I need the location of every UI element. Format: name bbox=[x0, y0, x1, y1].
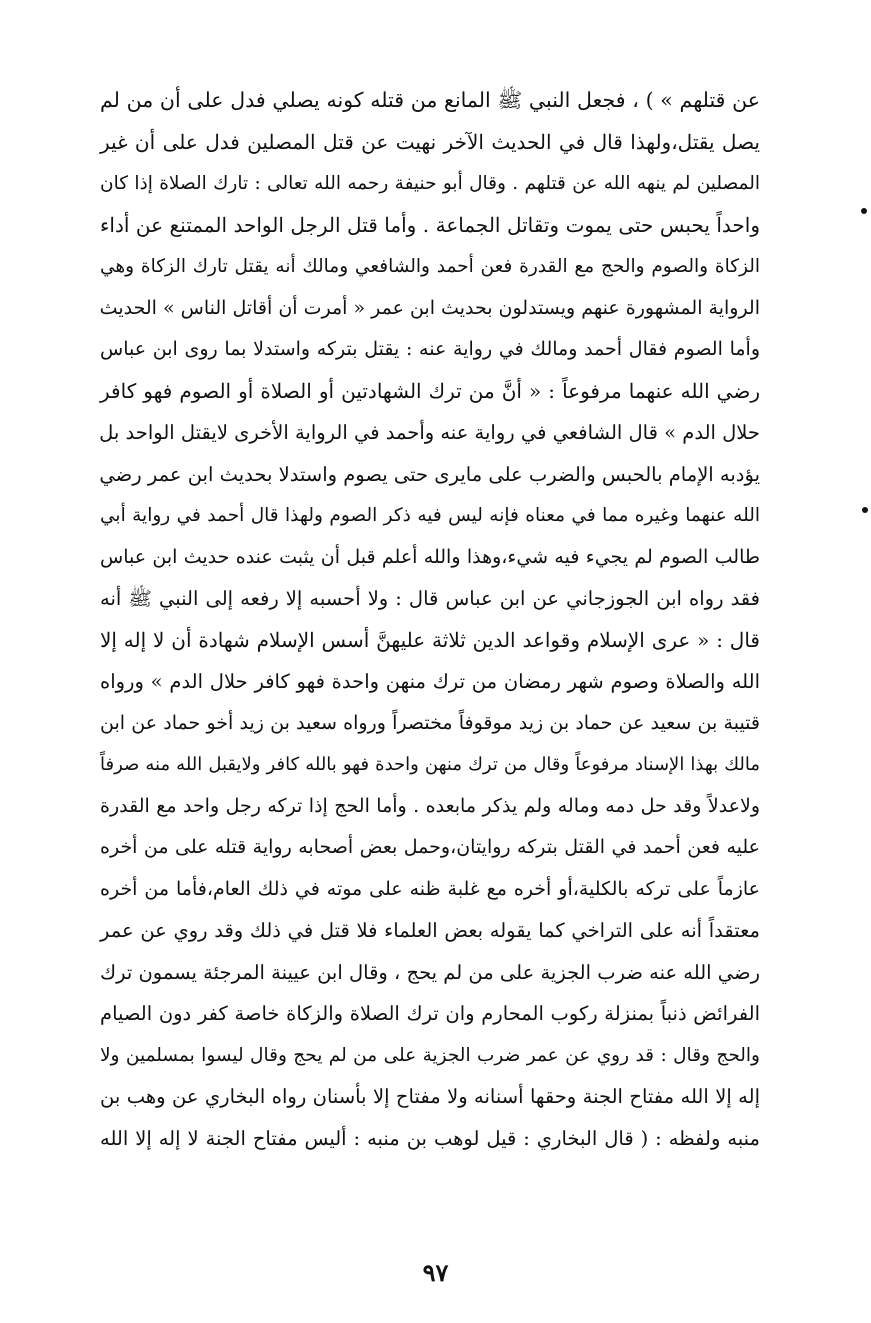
text-line: الزكاة والصوم والحج مع القدرة فعن أحمد والشافعي ومالك أنه يقتل تارك الزكاة وهي bbox=[100, 256, 760, 277]
body-text bbox=[100, 80, 760, 1159]
text-line: حلال الدم » قال الشافعي في رواية عنه وأحمد في الرواية الأخرى لايقتل الواحد بل bbox=[99, 421, 760, 444]
text-line: ولاعدلاً وقد حل دمه وماله ولم يذكر مابعده . وأما الحج إذا تركه رجل واحد مع القدرة bbox=[100, 794, 760, 817]
text-line: فقد رواه ابن الجوزجاني عن ابن عباس قال : ولا أحسبه إلا رفعه إلى النبي ﷺ أنه bbox=[100, 587, 760, 610]
text-line: إله إلا الله مفتاح الجنة وحقها أسنانه ولا مفتاح إلا بأسنان رواه البخاري عن وهب بن bbox=[100, 1085, 760, 1108]
text-line: رضي الله عنه ضرب الجزية على من لم يحج ، وقال ابن عيينة المرجئة يسمون ترك bbox=[100, 960, 760, 984]
text-line: الفرائض ذنباً بمنزلة ركوب المحارم وان ترك الصلاة والزكاة خاصة كفر دون الصيام bbox=[100, 1002, 760, 1025]
text-line: الله عنهما وغيره مما في معناه فإنه ليس فيه ذكر الصوم ولهذا قال أحمد في رواية أبي bbox=[100, 505, 760, 526]
text-line: معتقداً أنه على التراخي كما يقوله بعض العلماء فلا قتل في ذلك وقد روي عن عمر bbox=[100, 919, 760, 942]
text-line: المصلين لم ينهه الله عن قتلهم . وقال أبو حنيفة رحمه الله تعالى : تارك الصلاة إذا كان bbox=[100, 173, 760, 194]
text-line: واحداً يحبس حتى يموت وتقاتل الجماعة . وأما قتل الرجل الواحد الممتنع عن أداء bbox=[100, 212, 760, 237]
text-line: عازماً على تركه بالكلية،أو أخره مع غلبة ظنه على موته في ذلك العام،فأما من أخره bbox=[100, 877, 760, 900]
text-line: عن قتلهم » ) ، فجعل النبي ﷺ المانع من قتله كونه يصلي فدل على أن من لم bbox=[100, 88, 760, 112]
text-line: الله والصلاة وصوم شهر رمضان من ترك منهن واحدة فهو كافر حلال الدم » ورواه bbox=[100, 670, 760, 693]
text-line: قال : « عرى الإسلام وقواعد الدين ثلاثة عليهنَّ أسس الإسلام شهادة أن لا إله إلا bbox=[100, 627, 760, 652]
text-line: رضي الله عنهما مرفوعاً : « أنَّ من ترك الشهادتين أو الصلاة أو الصوم فهو كافر bbox=[100, 378, 760, 403]
text-line: وأما الصوم فقال أحمد ومالك في رواية عنه : يقتل بتركه واستدلا بما روى ابن عباس bbox=[100, 338, 760, 360]
page-number: ٩٧ bbox=[422, 1258, 449, 1287]
text-line: عليه فعن أحمد في القتل بتركه روايتان،وحمل بعض أصحابه رواية قتله على من أخره bbox=[100, 836, 760, 858]
margin-mark bbox=[861, 208, 867, 214]
text-line: مالك بهذا الإسناد مرفوعاً وقال من ترك منهن واحدة فهو بالله كافر ولايقبل الله منه صرفاً bbox=[100, 754, 760, 775]
margin-mark bbox=[862, 507, 868, 513]
text-line: طالب الصوم لم يجيء فيه شيء،وهذا والله أعلم قبل أن يثبت عنده حديث ابن عباس bbox=[100, 545, 760, 568]
text-line: والحج وقال : قد روي عن عمر ضرب الجزية على من لم يحج وقال ليسوا بمسلمين ولا bbox=[100, 1044, 760, 1066]
text-line: يؤدبه الإمام بالحبس والضرب على مايرى حتى يصوم واستدلا بحديث ابن عمر رضي bbox=[99, 462, 760, 486]
text-line: يصل يقتل،ولهذا قال في الحديث الآخر نهيت عن قتل المصلين فدل على أن غير bbox=[100, 129, 760, 154]
text-line: منبه ولفظه : ( قال البخاري : قيل لوهب بن منبه : أليس مفتاح الجنة لا إله إلا الله bbox=[100, 1126, 760, 1150]
text-line: قتيبة بن سعيد عن حماد بن زيد موقوفاً مختصراً ورواه سعيد بن زيد أخو حماد عن ابن bbox=[100, 711, 760, 734]
text-line: الرواية المشهورة عنهم ويستدلون بحديث ابن عمر « أمرت أن أقاتل الناس » الحديث bbox=[99, 296, 760, 319]
